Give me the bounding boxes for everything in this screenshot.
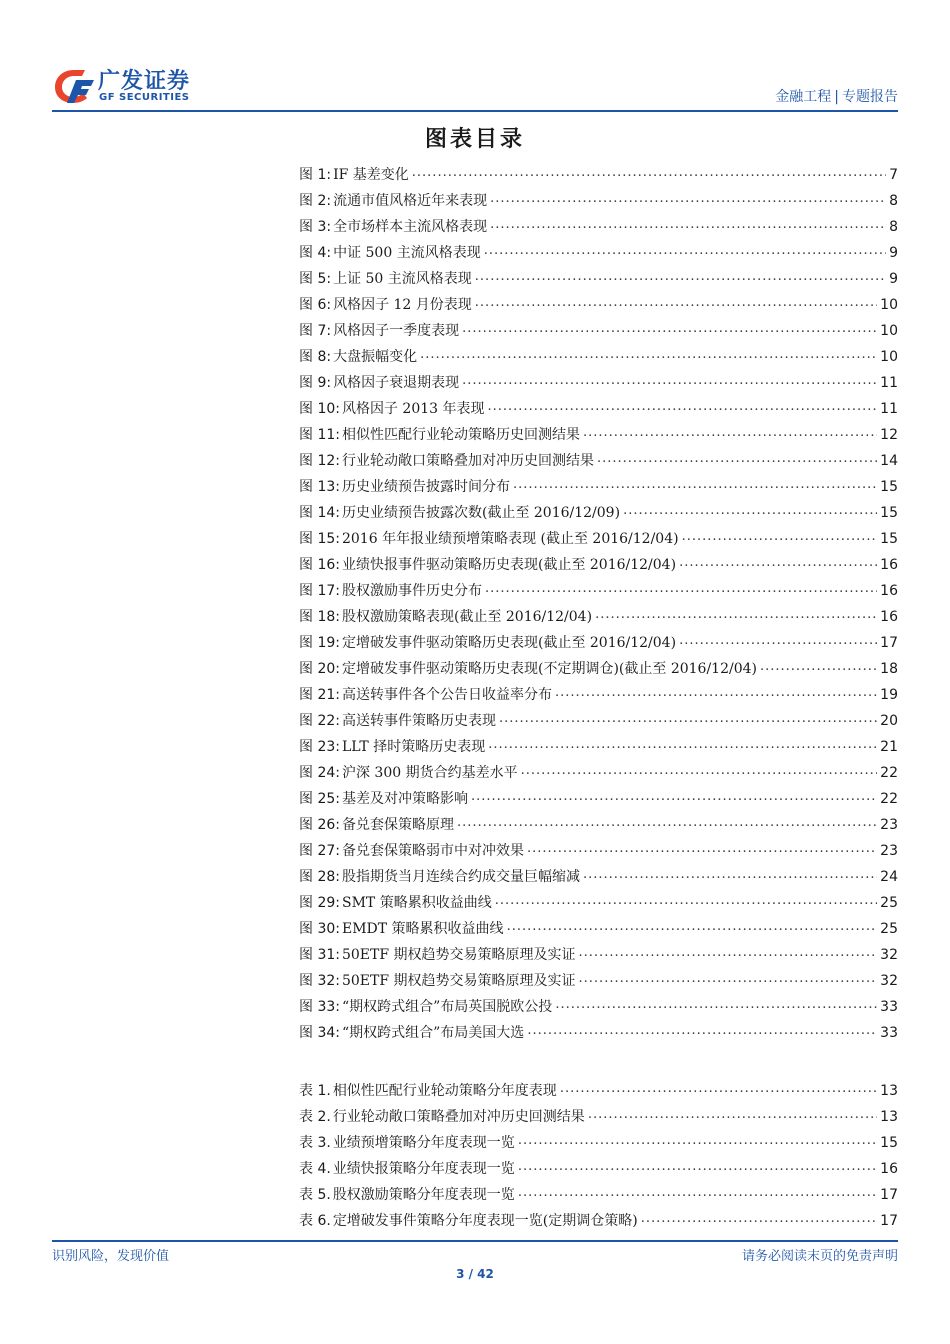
figure-entry-text: 定增破发事件驱动策略历史表现(不定期调仓)(截止至 2016/12/04) — [341, 661, 757, 677]
dot-leader — [518, 1185, 877, 1199]
figure-entry-label: 图 19: — [299, 635, 340, 651]
table-entry-label: 表 2. — [299, 1109, 331, 1125]
figure-entry-label: 图 7: — [299, 323, 332, 339]
figure-entry-title — [299, 996, 552, 1016]
table-entry-page: 13 — [880, 1083, 898, 1099]
table-entry-page: 17 — [880, 1213, 898, 1229]
figure-entry-page: 20 — [880, 713, 898, 729]
figure-entry-page: 21 — [880, 739, 898, 755]
table-entry-title — [299, 1158, 515, 1178]
footer-divider — [52, 1240, 898, 1242]
figure-entry-page: 9 — [889, 245, 898, 261]
figure-entry-title — [299, 320, 459, 340]
dot-leader — [484, 243, 886, 257]
page-title: 图表目录 — [424, 127, 525, 152]
figure-entry-title — [299, 476, 510, 496]
figure-entry-text: 2016 年年报业绩预增策略表现 (截止至 2016/12/04) — [341, 531, 679, 547]
table-entry-page: 17 — [880, 1187, 898, 1203]
dot-leader — [488, 399, 878, 413]
figure-entry-text: “期权跨式组合”布局英国脱欧公投 — [341, 999, 553, 1015]
figure-entry-label: 图 2: — [299, 193, 332, 209]
figure-entry-text: 高送转事件策略历史表现 — [341, 713, 496, 729]
figure-entry-text: 风格因子 2013 年表现 — [341, 401, 485, 417]
header-separator: | — [834, 89, 839, 105]
figure-entry-page: 18 — [880, 661, 898, 677]
figure-list — [299, 164, 898, 1048]
dot-leader — [597, 451, 877, 465]
figure-entry-text: 风格因子衰退期表现 — [333, 375, 460, 391]
figure-entry-text: 业绩快报事件驱动策略历史表现(截止至 2016/12/04) — [341, 557, 677, 573]
figure-entry-page: 16 — [880, 557, 898, 573]
figure-entry-text: 上证 50 主流风格表现 — [333, 271, 472, 287]
dot-leader — [495, 893, 877, 907]
figure-entry-title — [299, 736, 485, 756]
dot-leader — [490, 191, 886, 205]
figure-entry-title — [299, 658, 757, 678]
figure-entry-text: 大盘振幅变化 — [333, 349, 418, 365]
figure-entry[interactable] — [299, 528, 898, 554]
figure-entry-page: 25 — [880, 895, 898, 911]
figure-entry-title — [299, 294, 472, 314]
figure-entry-label: 图 24: — [299, 765, 340, 781]
figure-entry-label: 图 21: — [299, 687, 340, 703]
table-entry-text: 股权激励策略分年度表现一览 — [332, 1187, 515, 1203]
dot-leader — [518, 1133, 877, 1147]
dot-leader — [475, 295, 877, 309]
figure-entry-text: 股权激励策略表现(截止至 2016/12/04) — [341, 609, 593, 625]
figure-entry-label: 图 18: — [299, 609, 340, 625]
footer-slogan: 识别风险，发现价值 — [52, 1249, 170, 1264]
figure-entry-label: 图 34: — [299, 1025, 340, 1041]
figure-entry-label: 图 17: — [299, 583, 340, 599]
dot-leader — [679, 555, 877, 569]
figure-entry-text: SMT 策略累积收益曲线 — [341, 895, 492, 911]
figure-entry-label: 图 10: — [299, 401, 340, 417]
dot-leader — [471, 789, 877, 803]
figure-entry-title — [299, 554, 676, 574]
figure-entry-label: 图 4: — [299, 245, 332, 261]
figure-entry[interactable] — [299, 554, 898, 580]
page-number: 3 / 42 — [456, 1267, 494, 1281]
figure-entry[interactable] — [299, 658, 898, 684]
figure-entry-text: 50ETF 期权趋势交易策略原理及实证 — [341, 973, 576, 989]
figure-entry-page: 8 — [889, 193, 898, 209]
dot-leader — [641, 1211, 877, 1225]
figure-entry[interactable] — [299, 398, 898, 424]
figure-entry-title — [299, 684, 552, 704]
figure-entry-label: 图 30: — [299, 921, 340, 937]
figure-entry[interactable] — [299, 190, 898, 216]
table-entry-label: 表 1. — [299, 1083, 331, 1099]
table-entry-text: 业绩预增策略分年度表现一览 — [332, 1135, 515, 1151]
dot-leader — [595, 607, 877, 621]
table-entry-label: 表 3. — [299, 1135, 331, 1151]
figure-entry[interactable] — [299, 216, 898, 242]
figure-entry-title — [299, 1022, 524, 1042]
logo-chinese-name: 广发证券 — [98, 69, 191, 94]
figure-entry-title — [299, 918, 504, 938]
figure-entry-label: 图 15: — [299, 531, 340, 547]
department-label: 金融工程 — [775, 89, 832, 105]
figure-entry-label: 图 23: — [299, 739, 340, 755]
figure-entry-page: 10 — [880, 297, 898, 313]
table-entry-label: 表 4. — [299, 1161, 331, 1177]
figure-entry-label: 图 1: — [299, 167, 332, 183]
figure-entry-label: 图 20: — [299, 661, 340, 677]
dot-leader — [490, 217, 886, 231]
figure-entry-text: 备兑套保策略弱市中对冲效果 — [341, 843, 524, 859]
figure-entry-title — [299, 372, 459, 392]
table-entry-title — [299, 1184, 515, 1204]
table-entry[interactable] — [299, 1210, 898, 1236]
gf-logo-mark-icon — [52, 66, 96, 106]
figure-entry-label: 图 14: — [299, 505, 340, 521]
figure-entry-label: 图 31: — [299, 947, 340, 963]
figure-entry[interactable] — [299, 892, 898, 918]
figure-entry-page: 11 — [880, 401, 898, 417]
figure-entry[interactable] — [299, 502, 898, 528]
figure-entry-title — [299, 866, 580, 886]
figure-entry-label: 图 32: — [299, 973, 340, 989]
figure-entry[interactable] — [299, 320, 898, 346]
figure-entry[interactable] — [299, 1022, 898, 1048]
figure-entry-page: 17 — [880, 635, 898, 651]
figure-entry-page: 16 — [880, 609, 898, 625]
figure-entry-page: 33 — [880, 1025, 898, 1041]
figure-entry[interactable] — [299, 684, 898, 710]
figure-entry-title — [299, 190, 487, 210]
figure-entry-title — [299, 814, 454, 834]
figure-entry-title — [299, 398, 485, 418]
figure-entry-page: 22 — [880, 765, 898, 781]
table-entry-title — [299, 1106, 585, 1126]
figure-entry-text: 历史业绩预告披露次数(截止至 2016/12/09) — [341, 505, 621, 521]
figure-entry-title — [299, 450, 594, 470]
report-category — [775, 86, 898, 106]
figure-entry-text: 50ETF 期权趋势交易策略原理及实证 — [341, 947, 576, 963]
dot-leader — [527, 1023, 877, 1037]
figure-entry[interactable] — [299, 788, 898, 814]
table-entry-title — [299, 1132, 515, 1152]
table-entry-text: 行业轮动敞口策略叠加对冲历史回测结果 — [332, 1109, 585, 1125]
figure-entry-text: 全市场样本主流风格表现 — [333, 219, 488, 235]
figure-entry-text: 备兑套保策略原理 — [341, 817, 454, 833]
table-entry-title — [299, 1080, 557, 1100]
figure-entry-text: 风格因子一季度表现 — [333, 323, 460, 339]
dot-leader — [462, 321, 877, 335]
table-entry[interactable] — [299, 1080, 898, 1106]
page-header — [52, 62, 898, 110]
figure-entry-title — [299, 970, 576, 990]
figure-entry-text: 定增破发事件驱动策略历史表现(截止至 2016/12/04) — [341, 635, 677, 651]
figure-entry[interactable] — [299, 970, 898, 996]
figure-entry-page: 24 — [880, 869, 898, 885]
table-entry[interactable] — [299, 1158, 898, 1184]
figure-entry[interactable] — [299, 424, 898, 450]
figure-entry-text: “期权跨式组合”布局美国大选 — [341, 1025, 525, 1041]
figure-entry-text: 风格因子 12 月份表现 — [333, 297, 472, 313]
figure-entry-text: 中证 500 主流风格表现 — [333, 245, 481, 261]
figure-entry-title — [299, 606, 592, 626]
dot-leader — [583, 425, 877, 439]
table-entry[interactable] — [299, 1106, 898, 1132]
figure-entry-page: 11 — [880, 375, 898, 391]
figure-entry[interactable] — [299, 372, 898, 398]
dot-leader — [462, 373, 877, 387]
dot-leader — [527, 841, 877, 855]
figure-entry-page: 10 — [880, 323, 898, 339]
dot-leader — [420, 347, 877, 361]
figure-entry[interactable] — [299, 944, 898, 970]
dot-leader — [579, 971, 878, 985]
footer-disclaimer: 请务必阅读末页的免责声明 — [741, 1249, 898, 1264]
figure-entry-text: 相似性匹配行业轮动策略历史回测结果 — [341, 427, 580, 443]
dot-leader — [521, 763, 878, 777]
figure-entry[interactable] — [299, 164, 898, 190]
figure-entry-text: LLT 择时策略历史表现 — [341, 739, 486, 755]
table-entry-label: 表 6. — [299, 1213, 331, 1229]
figure-entry-label: 图 9: — [299, 375, 332, 391]
figure-entry-title — [299, 762, 518, 782]
table-entry-page: 13 — [880, 1109, 898, 1125]
figure-entry-title — [299, 788, 468, 808]
figure-entry-page: 16 — [880, 583, 898, 599]
figure-entry-title — [299, 892, 492, 912]
figure-entry-title — [299, 502, 620, 522]
figure-entry-label: 图 27: — [299, 843, 340, 859]
figure-entry-label: 图 6: — [299, 297, 332, 313]
figure-entry[interactable] — [299, 606, 898, 632]
figure-entry[interactable] — [299, 632, 898, 658]
figure-entry-text: 股权激励事件历史分布 — [341, 583, 482, 599]
figure-entry-label: 图 33: — [299, 999, 340, 1015]
figure-entry-page: 7 — [889, 167, 898, 183]
figure-entry-title — [299, 710, 496, 730]
dot-leader — [560, 1081, 877, 1095]
figure-entry-text: IF 基差变化 — [333, 167, 409, 183]
figure-entry-text: 股指期货当月连续合约成交量巨幅缩减 — [341, 869, 580, 885]
figure-entry[interactable] — [299, 294, 898, 320]
figure-entry-text: 高送转事件各个公告日收益率分布 — [341, 687, 552, 703]
figure-entry-label: 图 13: — [299, 479, 340, 495]
dot-leader — [518, 1159, 877, 1173]
table-entry-text: 业绩快报策略分年度表现一览 — [332, 1161, 515, 1177]
figure-entry-text: 行业轮动敞口策略叠加对冲历史回测结果 — [341, 453, 594, 469]
figure-entry-page: 9 — [889, 271, 898, 287]
figure-entry-page: 32 — [880, 973, 898, 989]
figure-entry-page: 10 — [880, 349, 898, 365]
figure-entry-title — [299, 242, 481, 262]
table-entry[interactable] — [299, 1184, 898, 1210]
figure-entry-title — [299, 164, 409, 184]
dot-leader — [555, 997, 877, 1011]
figure-entry-text: 流通市值风格近年来表现 — [333, 193, 488, 209]
figure-entry[interactable] — [299, 268, 898, 294]
figure-entry-page: 15 — [880, 531, 898, 547]
dot-leader — [485, 581, 877, 595]
figure-entry-label: 图 22: — [299, 713, 340, 729]
figure-entry[interactable] — [299, 242, 898, 268]
figure-entry-title — [299, 632, 676, 652]
dot-leader — [412, 165, 886, 179]
figure-entry-page: 15 — [880, 479, 898, 495]
dot-leader — [760, 659, 877, 673]
figure-entry-text: 基差及对冲策略影响 — [341, 791, 468, 807]
figure-entry-label: 图 28: — [299, 869, 340, 885]
figure-entry-label: 图 8: — [299, 349, 332, 365]
dot-leader — [513, 477, 877, 491]
figure-entry-page: 25 — [880, 921, 898, 937]
figure-entry[interactable] — [299, 450, 898, 476]
figure-entry-page: 14 — [880, 453, 898, 469]
dot-leader — [507, 919, 878, 933]
figure-entry-page: 8 — [889, 219, 898, 235]
table-entry-page: 15 — [880, 1135, 898, 1151]
figure-entry-page: 19 — [880, 687, 898, 703]
figure-entry-label: 图 25: — [299, 791, 340, 807]
figure-entry-page: 32 — [880, 947, 898, 963]
figure-entry-title — [299, 528, 679, 548]
figure-entry[interactable] — [299, 996, 898, 1022]
figure-entry-title — [299, 346, 417, 366]
figure-entry-label: 图 16: — [299, 557, 340, 573]
figure-entry-text: EMDT 策略累积收益曲线 — [341, 921, 504, 937]
dot-leader — [457, 815, 877, 829]
table-entry-text: 定增破发事件策略分年度表现一览(定期调仓策略) — [332, 1213, 638, 1229]
figure-entry-label: 图 29: — [299, 895, 340, 911]
figure-entry-page: 22 — [880, 791, 898, 807]
figure-entry-title — [299, 268, 472, 288]
figure-entry-label: 图 5: — [299, 271, 332, 287]
figure-entry[interactable] — [299, 762, 898, 788]
table-entry-text: 相似性匹配行业轮动策略分年度表现 — [332, 1083, 557, 1099]
dot-leader — [579, 945, 878, 959]
header-divider — [52, 110, 898, 112]
figure-entry[interactable] — [299, 918, 898, 944]
table-entry-title — [299, 1210, 638, 1230]
figure-entry[interactable] — [299, 840, 898, 866]
figure-entry-label: 图 11: — [299, 427, 340, 443]
figure-entry-page: 15 — [880, 505, 898, 521]
table-list — [299, 1080, 898, 1236]
report-type-label: 专题报告 — [842, 89, 898, 105]
figure-entry[interactable] — [299, 814, 898, 840]
figure-entry-page: 23 — [880, 843, 898, 859]
dot-leader — [499, 711, 877, 725]
figure-entry[interactable] — [299, 866, 898, 892]
figure-entry-title — [299, 840, 524, 860]
dot-leader — [623, 503, 877, 517]
dot-leader — [488, 737, 877, 751]
dot-leader — [555, 685, 877, 699]
figure-entry-text: 沪深 300 期货合约基差水平 — [341, 765, 518, 781]
figure-entry-page: 33 — [880, 999, 898, 1015]
figure-entry[interactable] — [299, 346, 898, 372]
figure-entry-text: 历史业绩预告披露时间分布 — [341, 479, 510, 495]
dot-leader — [679, 633, 877, 647]
table-entry[interactable] — [299, 1132, 898, 1158]
figure-entry-title — [299, 580, 482, 600]
figure-entry[interactable] — [299, 736, 898, 762]
figure-entry-label: 图 12: — [299, 453, 340, 469]
figure-entry-page: 23 — [880, 817, 898, 833]
logo-english-name: GF SECURITIES — [99, 92, 190, 103]
table-entry-page: 16 — [880, 1161, 898, 1177]
gf-logo — [52, 62, 212, 110]
table-entry-label: 表 5. — [299, 1187, 331, 1203]
dot-leader — [682, 529, 878, 543]
figure-entry-title — [299, 424, 580, 444]
figure-entry-label: 图 3: — [299, 219, 332, 235]
dot-leader — [588, 1107, 877, 1121]
figure-entry-page: 12 — [880, 427, 898, 443]
dot-leader — [583, 867, 877, 881]
dot-leader — [475, 269, 886, 283]
figure-entry[interactable] — [299, 580, 898, 606]
figure-entry-label: 图 26: — [299, 817, 340, 833]
figure-entry[interactable] — [299, 710, 898, 736]
figure-entry-title — [299, 216, 487, 236]
figure-entry-title — [299, 944, 576, 964]
figure-entry[interactable] — [299, 476, 898, 502]
